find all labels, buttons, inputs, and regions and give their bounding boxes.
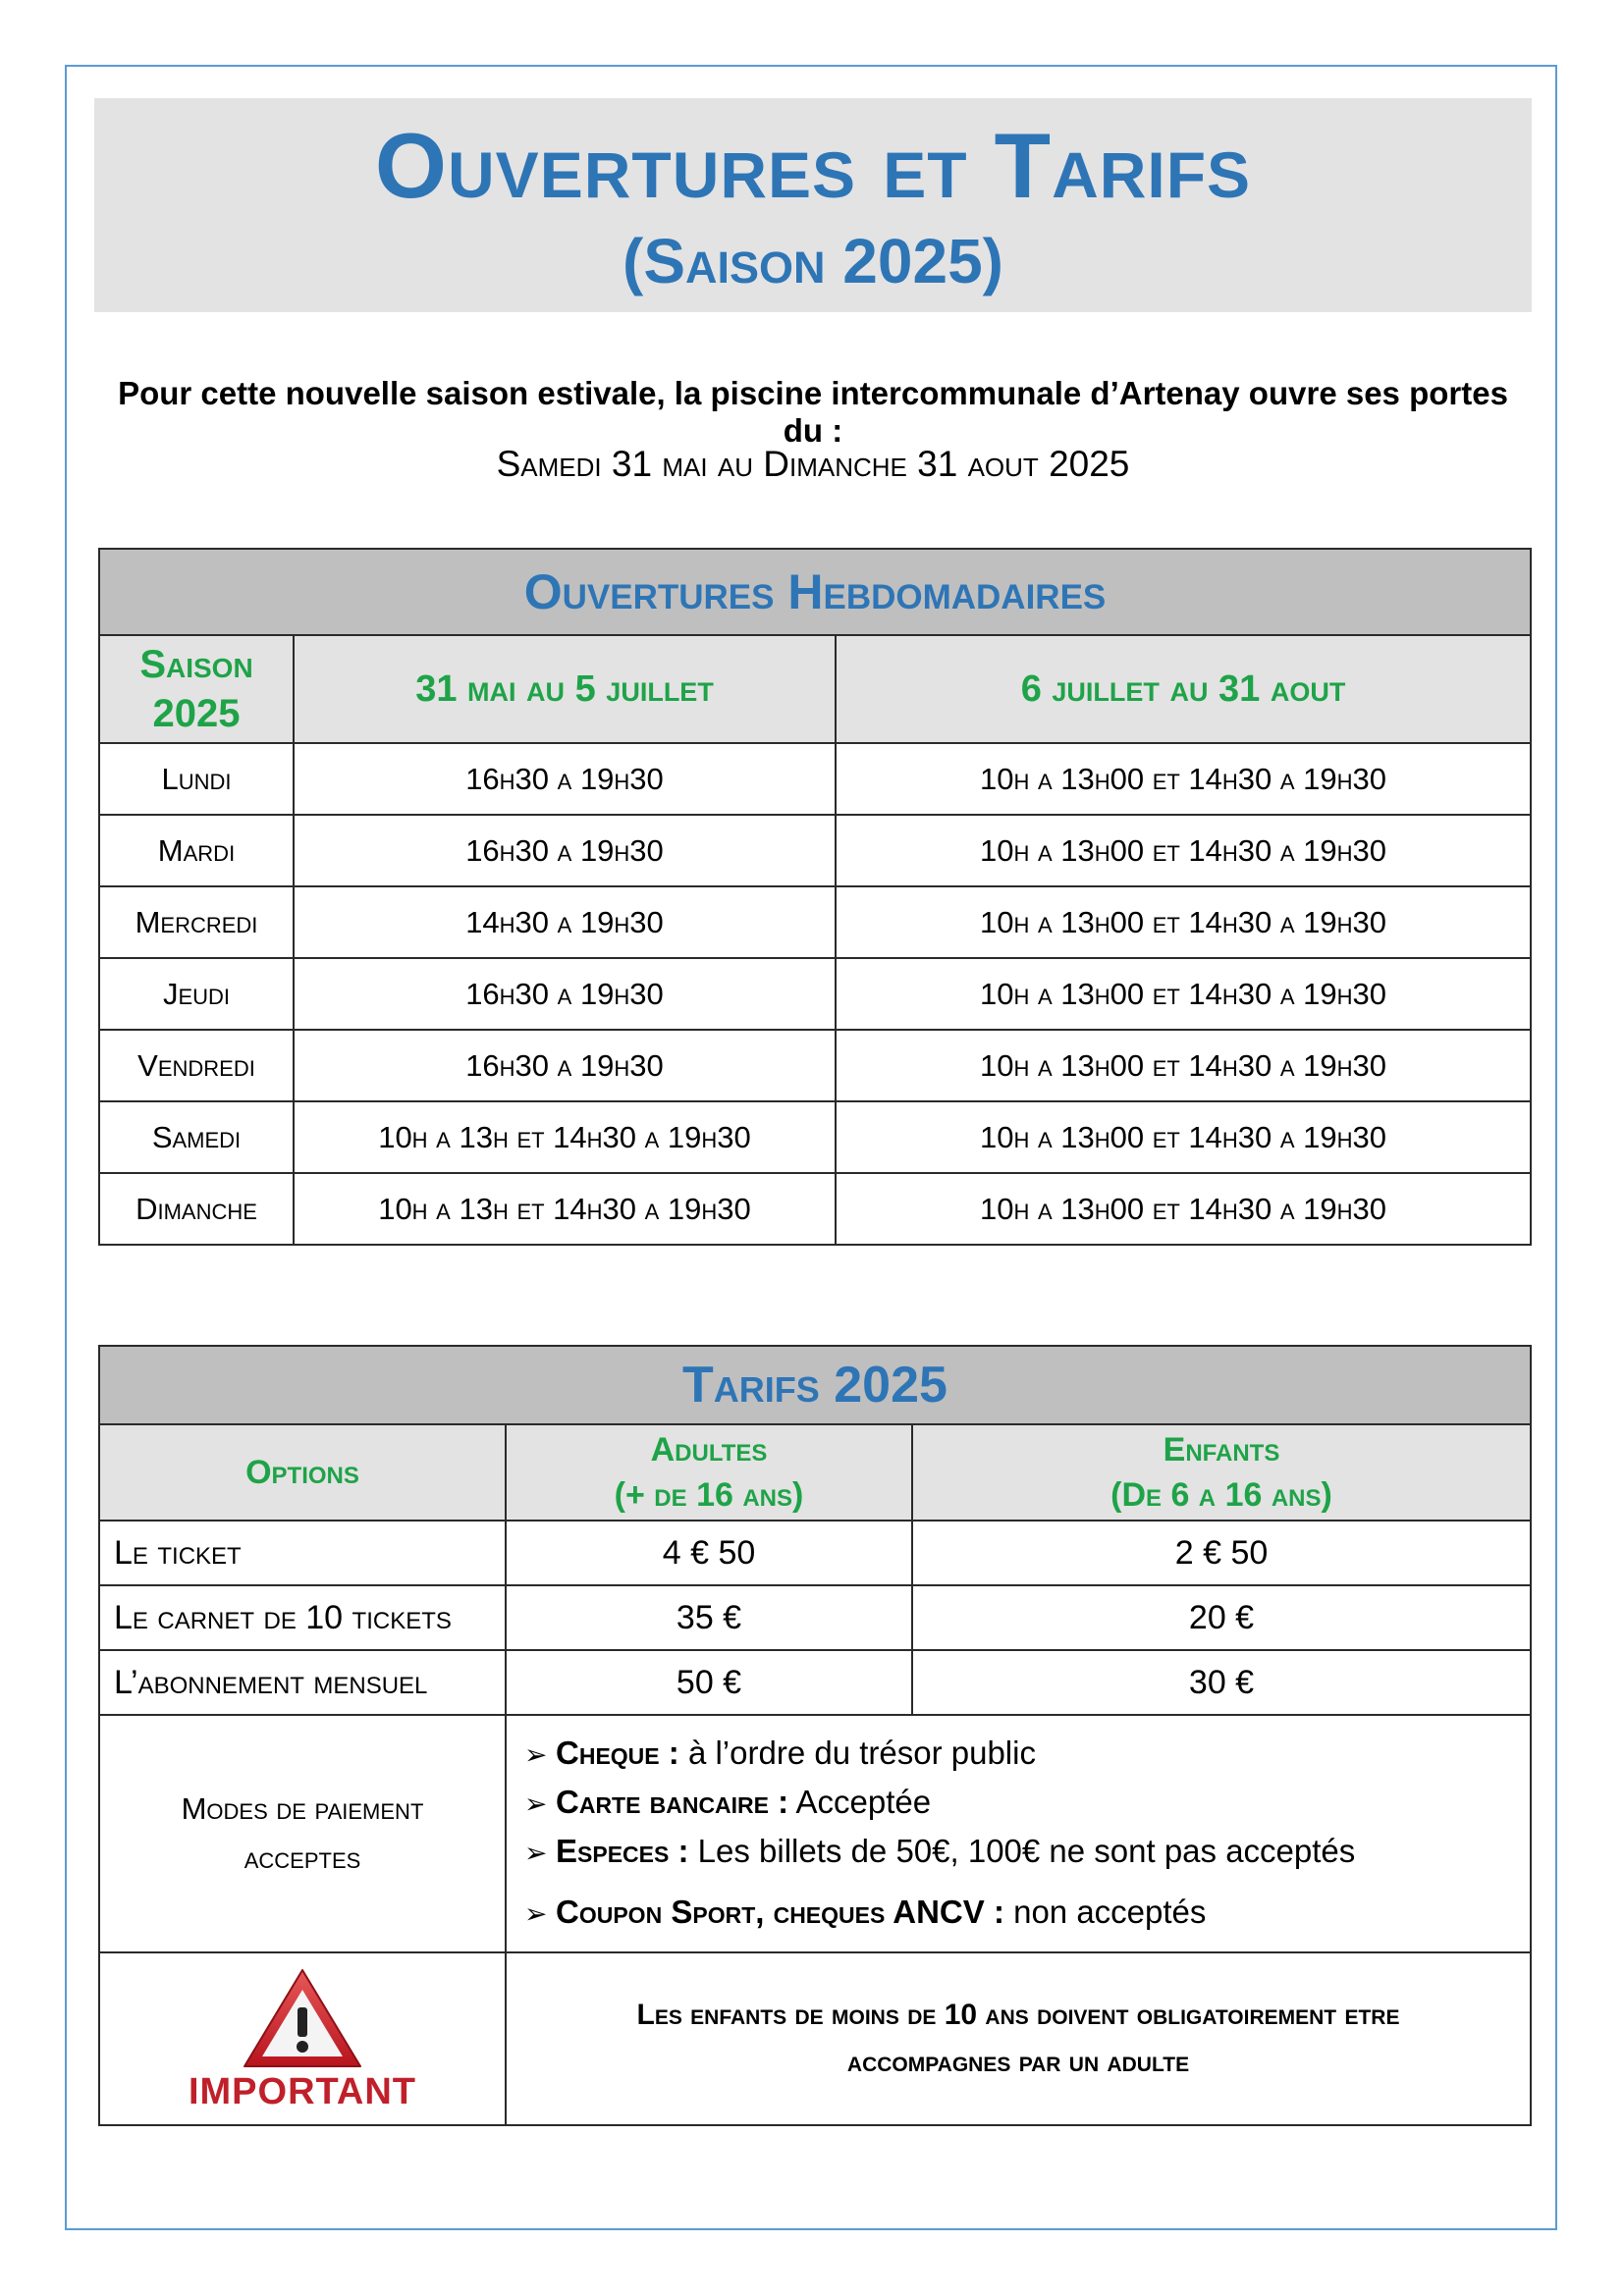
payment-key: Cheque : [556, 1735, 679, 1771]
payment-text: Acceptée [788, 1784, 932, 1820]
payment-key: Especes : [556, 1833, 689, 1869]
day-cell: Samedi [99, 1101, 294, 1173]
hours-cell: 10h a 13h00 et 14h30 a 19h30 [836, 743, 1531, 815]
hours-cell: 10h a 13h00 et 14h30 a 19h30 [836, 886, 1531, 958]
hours-cell: 10h a 13h00 et 14h30 a 19h30 [836, 1173, 1531, 1245]
day-cell: Jeudi [99, 958, 294, 1030]
season-header [99, 635, 294, 743]
tarifs-table [98, 1345, 1532, 2126]
payment-key: Coupon Sport, cheques ANCV : [556, 1894, 1004, 1930]
arrow-bullet-icon: ➢ [524, 1898, 548, 1929]
children-age: (De 6 a 16 ans) [1110, 1476, 1332, 1514]
hours-cell: 10h a 13h00 et 14h30 a 19h30 [836, 1101, 1531, 1173]
hours-cell: 10h a 13h00 et 14h30 a 19h30 [836, 958, 1531, 1030]
page-subtitle: (Saison 2025) [623, 226, 1003, 296]
table-row [99, 958, 1531, 1030]
payment-text: à l’ordre du trésor public [678, 1735, 1036, 1771]
payment-label-line1: Modes de paiement [181, 1791, 424, 1826]
day-cell: Vendredi [99, 1030, 294, 1101]
table-row [99, 886, 1531, 958]
day-cell: Dimanche [99, 1173, 294, 1245]
adults-label: Adultes [650, 1431, 768, 1468]
child-price: 20 € [912, 1585, 1531, 1650]
hours-cell: 16h30 a 19h30 [294, 1030, 836, 1101]
season-label: Saison [139, 643, 253, 686]
title-banner [94, 98, 1532, 312]
option-label: L’abonnement mensuel [99, 1650, 506, 1715]
arrow-bullet-icon: ➢ [524, 1838, 548, 1868]
table-row [99, 1650, 1531, 1715]
list-item [524, 1889, 1530, 1938]
hours-cell: 16h30 a 19h30 [294, 958, 836, 1030]
hours-cell: 10h a 13h et 14h30 a 19h30 [294, 1101, 836, 1173]
hours-cell: 10h a 13h00 et 14h30 a 19h30 [836, 815, 1531, 886]
day-cell: Lundi [99, 743, 294, 815]
table-row [99, 1585, 1531, 1650]
child-price: 30 € [912, 1650, 1531, 1715]
table-row [99, 1030, 1531, 1101]
arrow-bullet-icon: ➢ [524, 1739, 548, 1770]
payment-methods-list [506, 1715, 1531, 1952]
payment-methods-label [99, 1715, 506, 1952]
child-price: 2 € 50 [912, 1521, 1531, 1585]
adults-header [506, 1424, 912, 1521]
hours-cell: 16h30 a 19h30 [294, 815, 836, 886]
table-row [99, 815, 1531, 886]
day-cell: Mardi [99, 815, 294, 886]
important-row [99, 1952, 1531, 2125]
payment-label-line2: acceptes [244, 1841, 361, 1875]
payment-key: Carte bancaire : [556, 1784, 789, 1820]
children-header [912, 1424, 1531, 1521]
opening-dates: Samedi 31 mai au Dimanche 31 aout 2025 [496, 444, 1130, 484]
important-line2: accompagnes par un adulte [846, 2046, 1190, 2078]
list-item [524, 1828, 1530, 1877]
important-badge-cell [99, 1952, 506, 2125]
table-row [99, 1521, 1531, 1585]
table-row [99, 1101, 1531, 1173]
payment-row [99, 1715, 1531, 1952]
important-badge [189, 1964, 416, 2113]
list-item [524, 1730, 1530, 1779]
table-row [99, 743, 1531, 815]
hours-cell: 10h a 13h00 et 14h30 a 19h30 [836, 1030, 1531, 1101]
day-cell: Mercredi [99, 886, 294, 958]
adult-price: 35 € [506, 1585, 912, 1650]
hours-table-title: Ouvertures Hebdomadaires [99, 549, 1531, 635]
hours-table [98, 548, 1532, 1246]
tarifs-table-title: Tarifs 2025 [99, 1346, 1531, 1424]
payment-text: Les billets de 50€, 100€ ne sont pas acceptés [688, 1833, 1356, 1869]
warning-triangle-icon [239, 1964, 366, 2072]
list-item [524, 1779, 1530, 1828]
option-label: Le ticket [99, 1521, 506, 1585]
adult-price: 4 € 50 [506, 1521, 912, 1585]
season-year: 2025 [152, 692, 241, 735]
hours-cell: 10h a 13h et 14h30 a 19h30 [294, 1173, 836, 1245]
option-label: Le carnet de 10 tickets [99, 1585, 506, 1650]
page-title: Ouvertures et Tarifs [374, 114, 1252, 217]
options-header: Options [99, 1424, 506, 1521]
arrow-bullet-icon: ➢ [524, 1789, 548, 1819]
period2-header: 6 juillet au 31 aout [836, 635, 1531, 743]
period1-header: 31 mai au 5 juillet [294, 635, 836, 743]
children-label: Enfants [1163, 1431, 1280, 1468]
table-row [99, 1173, 1531, 1245]
payment-text: non acceptés [1003, 1894, 1207, 1930]
important-word: IMPORTANT [188, 2071, 417, 2112]
important-notice [506, 1952, 1531, 2125]
adults-age: (+ de 16 ans) [614, 1476, 804, 1514]
hours-cell: 14h30 a 19h30 [294, 886, 836, 958]
intro-sentence: Pour cette nouvelle saison estivale, la piscine intercommunale d’Artenay ouvre ses portes du : [118, 375, 1508, 449]
hours-cell: 16h30 a 19h30 [294, 743, 836, 815]
important-line1: Les enfants de moins de 10 ans doivent obligatoirement etre [636, 1999, 1400, 2031]
adult-price: 50 € [506, 1650, 912, 1715]
